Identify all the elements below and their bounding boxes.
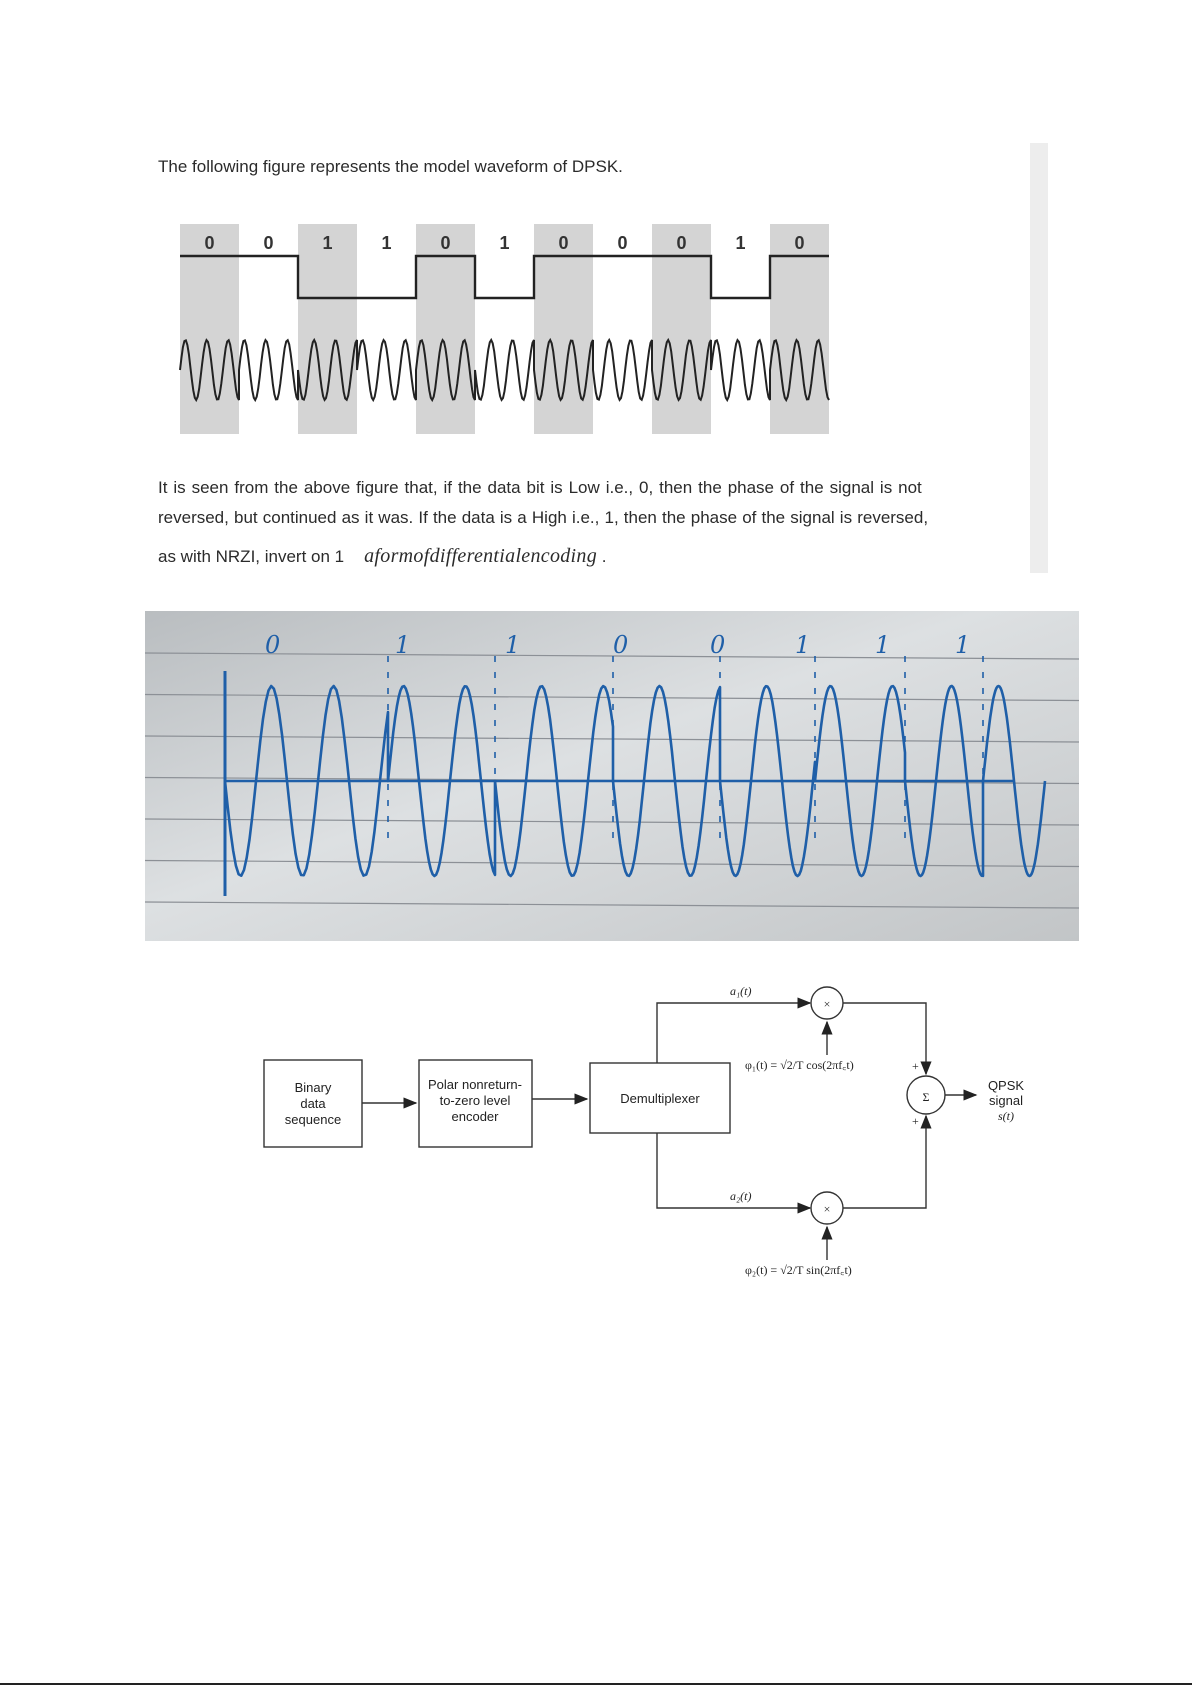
bit-label: 1	[499, 233, 510, 253]
output-line-2: signal	[989, 1093, 1023, 1108]
lower-to-sum-line	[843, 1116, 926, 1208]
bit-label: 0	[204, 233, 215, 253]
binary-line-1: Binary	[294, 1080, 332, 1095]
handwritten-bit: 1	[955, 631, 971, 659]
plus-top: +	[912, 1059, 919, 1073]
handwritten-bit: 0	[265, 631, 281, 659]
explanation-line-2: reversed, but continued as it was. If the data is a High i.e., 1, then the phase of the signal is reversed,	[158, 508, 929, 527]
handwritten-bit: 1	[795, 631, 811, 659]
binary-line-3: sequence	[284, 1112, 342, 1127]
plus-bottom: +	[912, 1114, 919, 1128]
explanation-line-1: It is seen from the above figure that, if the data bit is Low i.e., 0, then the phase of the signal is not	[158, 478, 922, 497]
encoder-line-3: encoder	[451, 1109, 499, 1124]
multiply-symbol-lower: ×	[823, 1202, 831, 1216]
handwritten-bit: 1	[875, 631, 891, 659]
output-line-1: QPSK	[987, 1078, 1025, 1093]
bit-label: 0	[794, 233, 805, 253]
handwritten-bit: 0	[710, 631, 726, 659]
phi1-label: φ₁(t) = √2/T cos(2πf꜀t)	[745, 1058, 854, 1072]
dpsk-waveform-figure	[170, 220, 830, 435]
period: .	[601, 547, 607, 566]
a1-label: a₁(t)	[730, 984, 752, 998]
bit-label: 0	[263, 233, 274, 253]
intro-text: The following figure represents the model waveform of DPSK.	[158, 157, 623, 176]
bit-label: 1	[381, 233, 392, 253]
handwritten-waveform-photo	[145, 611, 1079, 941]
phi2-label: φ₂(t) = √2/T sin(2πf꜀t)	[745, 1263, 852, 1277]
dpsk-carrier-wave	[180, 340, 829, 400]
a2-label: a₂(t)	[730, 1189, 752, 1203]
handwritten-bit: 1	[395, 631, 411, 659]
upper-branch-line	[657, 1003, 810, 1063]
sigma-symbol: Σ	[922, 1090, 930, 1104]
encoder-line-1: Polar nonreturn-	[428, 1077, 522, 1092]
bit-shade	[298, 224, 357, 434]
bit-label: 1	[735, 233, 746, 253]
data-square-wave	[180, 256, 829, 298]
demux-label: Demultiplexer	[620, 1091, 700, 1106]
bit-labels	[204, 233, 804, 253]
handwritten-bit: 1	[505, 631, 521, 659]
multiply-symbol-upper: ×	[823, 997, 831, 1011]
explanation-line-3	[158, 545, 606, 568]
bit-label: 0	[558, 233, 569, 253]
nrzi-text: as with NRZI, invert on 1	[158, 547, 345, 566]
handwritten-bit: 0	[613, 631, 629, 659]
qpsk-transmitter-diagram	[230, 955, 1050, 1285]
article-scrollbar[interactable]	[1030, 143, 1048, 573]
bit-label: 0	[440, 233, 451, 253]
bit-label: 0	[676, 233, 687, 253]
differential-encoding-math: aformofdifferentialencoding	[364, 545, 598, 567]
bit-label: 0	[617, 233, 628, 253]
bit-label: 1	[322, 233, 333, 253]
binary-line-2: data	[300, 1096, 326, 1111]
encoder-line-2: to-zero level	[439, 1093, 511, 1108]
output-line-3: s(t)	[998, 1109, 1014, 1123]
